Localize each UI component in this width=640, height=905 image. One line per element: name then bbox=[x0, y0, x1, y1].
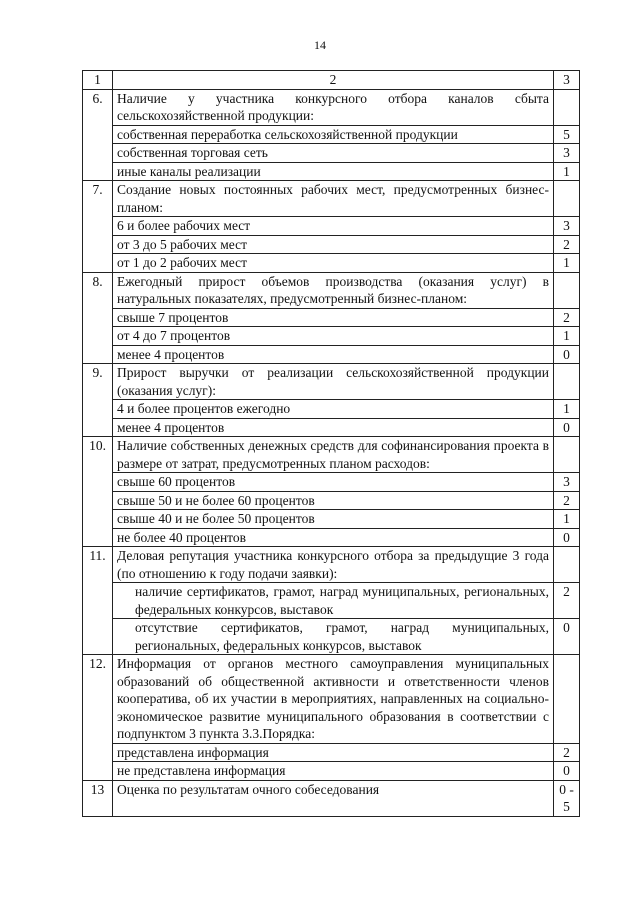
criterion-points bbox=[554, 272, 580, 308]
option-points: 0 bbox=[554, 619, 580, 655]
option-points: 2 bbox=[554, 583, 580, 619]
option-points: 2 bbox=[554, 235, 580, 254]
option-points: 0 bbox=[554, 418, 580, 437]
criterion-row bbox=[83, 181, 580, 217]
option-text: наличие сертификатов, грамот, наград муниципальных, региональных, федеральных конкурсов, выставок bbox=[113, 583, 554, 619]
criterion-text: Оценка по результатам очного собеседования bbox=[113, 780, 554, 816]
criterion-row bbox=[83, 437, 580, 473]
option-text: 6 и более рабочих мест bbox=[113, 217, 554, 236]
option-text: свыше 50 и не более 60 процентов bbox=[113, 491, 554, 510]
option-row bbox=[83, 254, 580, 273]
criterion-text: Деловая репутация участника конкурсного отбора за предыдущие 3 года (по отношению к году подачи заявки): bbox=[113, 547, 554, 583]
option-points: 3 bbox=[554, 473, 580, 492]
criterion-text: Ежегодный прирост объемов производства (оказания услуг) в натуральных показателях, предусмотренный бизнес-планом: bbox=[113, 272, 554, 308]
option-row bbox=[83, 743, 580, 762]
criterion-points bbox=[554, 364, 580, 400]
criterion-row bbox=[83, 272, 580, 308]
header-col-1: 1 bbox=[83, 71, 113, 90]
option-row bbox=[83, 308, 580, 327]
criterion-number: 8. bbox=[83, 272, 113, 364]
criterion-text: Наличие собственных денежных средств для софинансирования проекта в размере от затрат, предусмотренных планом расходов: bbox=[113, 437, 554, 473]
criterion-text: Наличие у участника конкурсного отбора каналов сбыта сельскохозяйственной продукции: bbox=[113, 89, 554, 125]
table-header-row bbox=[83, 71, 580, 90]
criterion-text: Прирост выручки от реализации сельскохозяйственной продукции (оказания услуг): bbox=[113, 364, 554, 400]
option-points: 1 bbox=[554, 162, 580, 181]
option-points: 0 bbox=[554, 762, 580, 781]
option-points: 2 bbox=[554, 491, 580, 510]
option-row bbox=[83, 473, 580, 492]
option-text: отсутствие сертификатов, грамот, наград муниципальных, региональных, федеральных конкурсов, выставок bbox=[113, 619, 554, 655]
option-points: 1 bbox=[554, 254, 580, 273]
page-number: 14 bbox=[314, 38, 326, 52]
option-text: от 4 до 7 процентов bbox=[113, 327, 554, 346]
option-points: 3 bbox=[554, 217, 580, 236]
option-row bbox=[83, 235, 580, 254]
option-points: 2 bbox=[554, 743, 580, 762]
criterion-number: 10. bbox=[83, 437, 113, 547]
option-text: свыше 60 процентов bbox=[113, 473, 554, 492]
criterion-points: 0 - 5 bbox=[554, 780, 580, 816]
option-text: собственная переработка сельскохозяйственной продукции bbox=[113, 125, 554, 144]
criterion-number: 7. bbox=[83, 181, 113, 273]
option-text: собственная торговая сеть bbox=[113, 144, 554, 163]
criteria-table-body bbox=[83, 71, 580, 817]
option-text: не более 40 процентов bbox=[113, 528, 554, 547]
option-text: от 1 до 2 рабочих мест bbox=[113, 254, 554, 273]
criterion-text: Информация от органов местного самоуправления муниципальных образований об общественной активности и ответственности членов кооператива, об их участии в мероприятиях, направленных на социально-экономическое развитие муниципального образования в соответствии с подпунктом 3 пункта 3.3.Порядка: bbox=[113, 655, 554, 744]
criterion-points bbox=[554, 655, 580, 744]
header-col-2: 2 bbox=[113, 71, 554, 90]
criterion-number: 12. bbox=[83, 655, 113, 781]
option-row bbox=[83, 619, 580, 655]
option-row bbox=[83, 327, 580, 346]
option-row bbox=[83, 583, 580, 619]
option-row bbox=[83, 528, 580, 547]
option-text: менее 4 процентов bbox=[113, 345, 554, 364]
option-points: 0 bbox=[554, 345, 580, 364]
option-text: свыше 40 и не более 50 процентов bbox=[113, 510, 554, 529]
option-points: 1 bbox=[554, 510, 580, 529]
option-points: 1 bbox=[554, 400, 580, 419]
criterion-text: Создание новых постоянных рабочих мест, предусмотренных бизнес-планом: bbox=[113, 181, 554, 217]
option-text: от 3 до 5 рабочих мест bbox=[113, 235, 554, 254]
criterion-number: 6. bbox=[83, 89, 113, 181]
criterion-row bbox=[83, 89, 580, 125]
option-text: свыше 7 процентов bbox=[113, 308, 554, 327]
criterion-row bbox=[83, 547, 580, 583]
option-points: 2 bbox=[554, 308, 580, 327]
criterion-points bbox=[554, 437, 580, 473]
option-row bbox=[83, 418, 580, 437]
criterion-row bbox=[83, 364, 580, 400]
option-text: представлена информация bbox=[113, 743, 554, 762]
option-points: 1 bbox=[554, 327, 580, 346]
option-text: 4 и более процентов ежегодно bbox=[113, 400, 554, 419]
option-row bbox=[83, 762, 580, 781]
option-text: менее 4 процентов bbox=[113, 418, 554, 437]
criterion-number: 11. bbox=[83, 547, 113, 655]
option-row bbox=[83, 162, 580, 181]
criteria-table bbox=[82, 70, 580, 817]
option-row bbox=[83, 125, 580, 144]
option-row bbox=[83, 217, 580, 236]
option-text: не представлена информация bbox=[113, 762, 554, 781]
option-row bbox=[83, 400, 580, 419]
option-points: 0 bbox=[554, 528, 580, 547]
criterion-number: 13 bbox=[83, 780, 113, 816]
option-points: 5 bbox=[554, 125, 580, 144]
header-col-3: 3 bbox=[554, 71, 580, 90]
option-row bbox=[83, 144, 580, 163]
option-text: иные каналы реализации bbox=[113, 162, 554, 181]
criterion-points bbox=[554, 181, 580, 217]
option-row bbox=[83, 345, 580, 364]
option-row bbox=[83, 491, 580, 510]
criterion-row bbox=[83, 780, 580, 816]
criterion-points bbox=[554, 547, 580, 583]
criterion-points bbox=[554, 89, 580, 125]
criterion-row bbox=[83, 655, 580, 744]
option-points: 3 bbox=[554, 144, 580, 163]
criterion-number: 9. bbox=[83, 364, 113, 437]
option-row bbox=[83, 510, 580, 529]
